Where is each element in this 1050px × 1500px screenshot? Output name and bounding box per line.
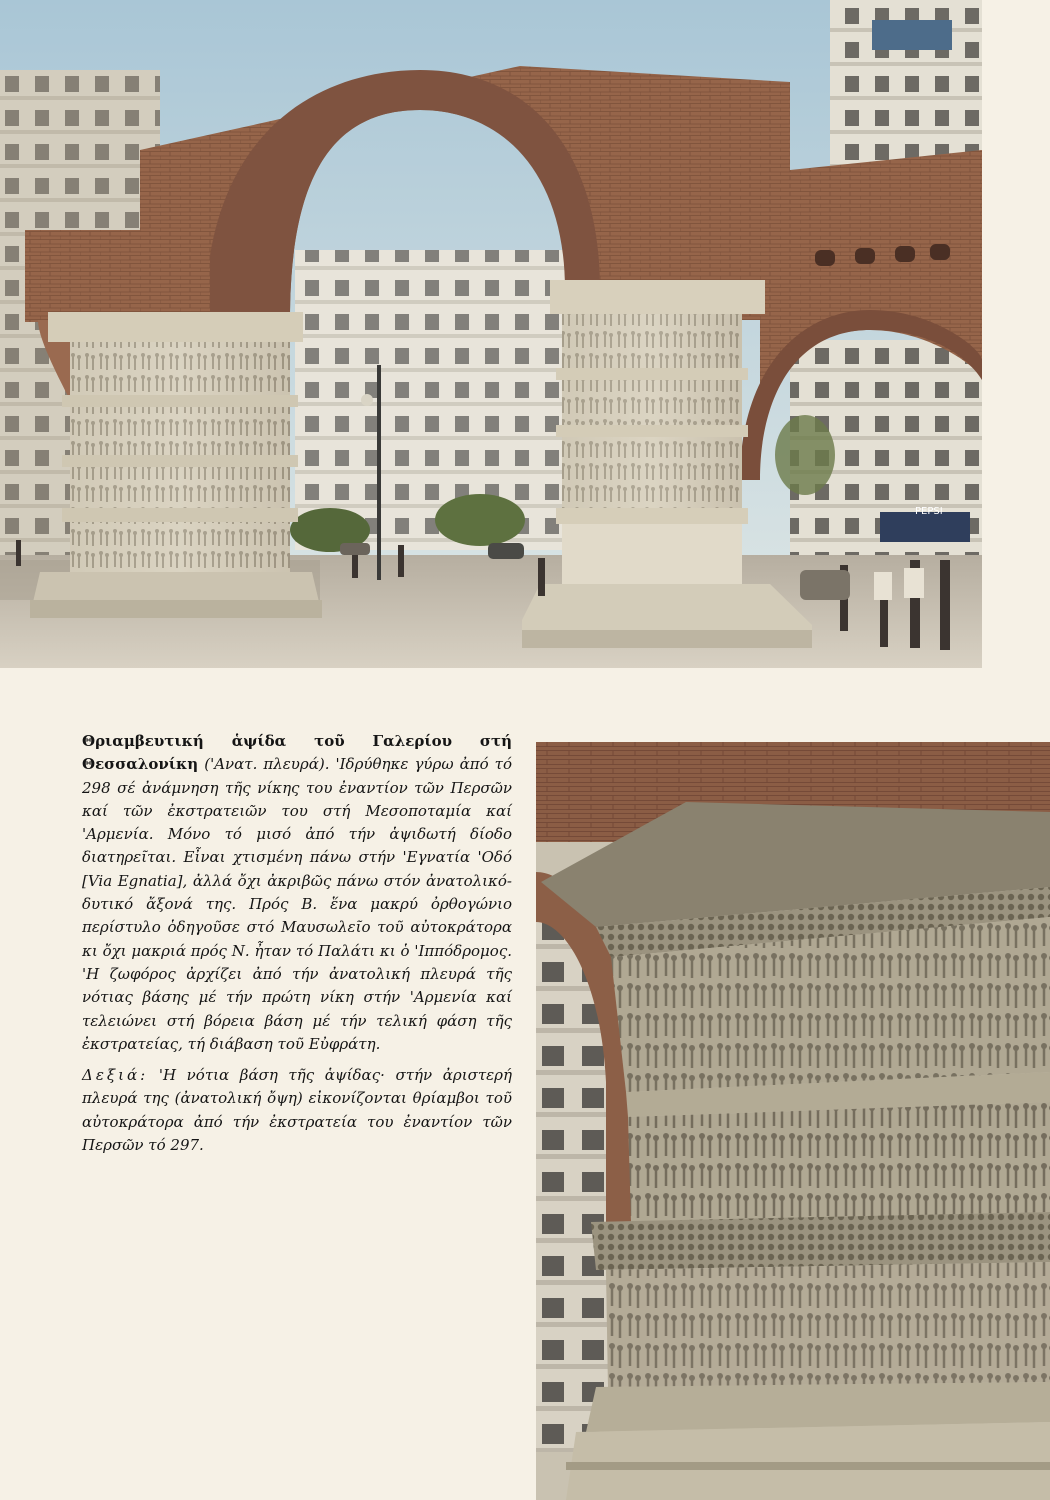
- arch-photo-drawing: [0, 0, 982, 668]
- caption-body-1: ('Ανατ. πλευρά). 'Ιδρύθηκε γύρω ἀπό τό 298 σέ ἀνάμνηση τῆς νίκης του ἐναντίον τῶν Περσῶν καί τῶν ἐκστρατειῶν του στή Μεσοποταμία καί 'Αρμενία. Μόνο τό μισό ἀπό τήν ἁψιδωτή δίοδο διατηρεῖται. Εἶναι χτισμένη πάνω στήν 'Εγνατία 'Οδό [Via Egnatia], ἀλλά ὄχι ἀκριβῶς πάνω στόν ἀνατολικό-δυτικό ἄξονά της. Πρός Β. ἕνα μακρύ ὀρθογώνιο περίστυλο ὁδηγοῦσε στό Μαυσωλεῖο τοῦ αὐτοκράτορα κι ὄχι μακριά πρός Ν. ἦταν τό Παλάτι κι ὁ 'Ιππόδρομος. 'Η ζωφόρος ἀρχίζει ἀπό τήν ἀνατολική πλευρά τῆς νότιας βάσης μέ τήν πρώτη νίκη στήν 'Αρμενία καί τελειώνει στή βόρεια βάση μέ τήν τελική φάση τῆς ἐκστρατείας, τή διάβαση τοῦ Εὐφράτη.: [82, 755, 512, 1053]
- south-base-relief-photo: [536, 742, 1050, 1500]
- caption-paragraph-2: [82, 1064, 512, 1157]
- caption-label-right: Δεξιά:: [82, 1066, 149, 1085]
- arch-of-galerius-photo: [0, 0, 982, 668]
- caption-block: [82, 730, 512, 1157]
- caption-title: Θριαμβευτική ἁψίδα τοῦ Γαλερίου στή Θεσσαλονίκη: [82, 732, 512, 774]
- caption-paragraph-1: [82, 730, 512, 1056]
- pepsi-sign: PEPSI: [915, 506, 943, 517]
- caption-body-2: 'Η νότια βάση τῆς ἁψίδας· στήν ἀριστερή πλευρά της (ἀνατολική ὄψη) εἰκονίζονται θρίαμβοι τοῦ αὐτοκράτορα ἀπό τήν ἐκστρατεία του ἐναντίον τῶν Περσῶν τό 297.: [82, 1066, 512, 1155]
- relief-photo-drawing: [536, 742, 1050, 1500]
